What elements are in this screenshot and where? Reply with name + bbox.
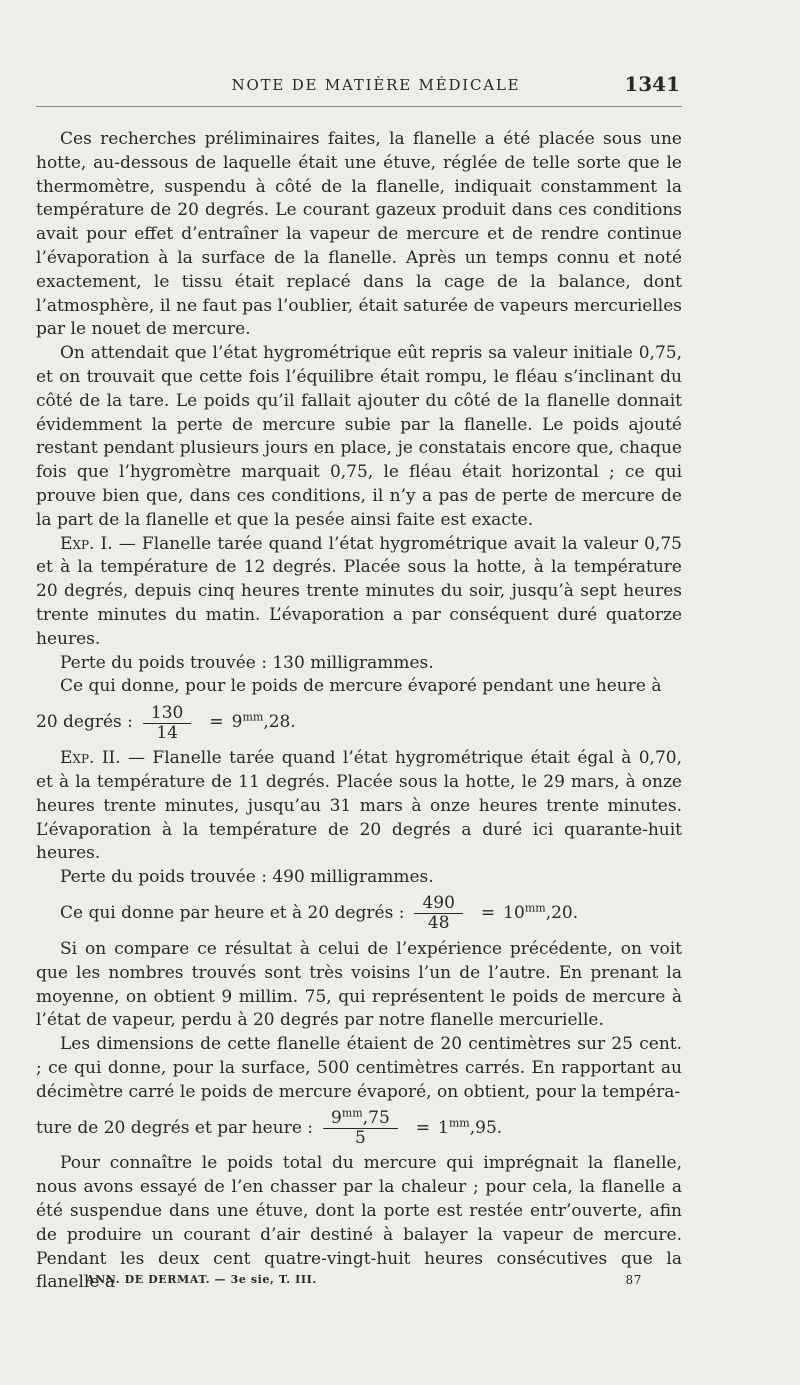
equation-1-result bbox=[232, 711, 296, 735]
equation-1-result-int: 9 bbox=[231, 712, 243, 733]
paragraph-procedure: Ces recherches préliminaires faites, la flanelle a été placée sous une hotte, au-dessous de laquelle était une étuve, réglée de telle sorte que le thermomètre, suspendu à côté de la flanelle, indiquait constamment la température de 20 degrés. Le courant gazeux produit dans ces conditions avait pour effet d’entraîner la vapeur de mercure et de rendre continue l’évaporation à la surface de la flanelle. Après un temps connu et noté exactement, le tissu était replacé dans la cage de la balance, dont l’atmosphère, il ne faut pas l’oublier, était saturée de vapeurs mercurielles par le nouet de mercure. bbox=[36, 129, 682, 340]
equation-1-result-unit: mm bbox=[242, 710, 264, 724]
equation-3-lead: ture de 20 degrés et par heure : bbox=[36, 1117, 314, 1138]
equation-3-result-unit: mm bbox=[448, 1115, 470, 1129]
equation-2-denominator: 48 bbox=[427, 913, 450, 934]
equation-1-equals: = bbox=[209, 712, 224, 733]
experiment-2-text: — Flanelle tarée quand l’état hygrométrique était égal à 0,70, et à la température de 11 degrés. Placée sous la hotte, le 29 mars, à onze heures trente minutes, jusqu’au 31 mars à onze heures trente minutes. L’évaporation à la température de 20 degrés a duré ici quarante-huit heures. bbox=[36, 748, 682, 864]
experiment-1-intro: Ce qui donne, pour le poids de mercure évaporé pendant une heure à bbox=[60, 676, 662, 697]
equation-2-fraction bbox=[414, 894, 462, 933]
equation-3 bbox=[36, 1104, 682, 1152]
equation-1-result-dec: ,28. bbox=[263, 712, 296, 733]
equation-1-lead: 20 degrés : bbox=[36, 712, 133, 733]
equation-3-numerator-dec: ,75 bbox=[362, 1107, 390, 1128]
experiment-1-text: — Flanelle tarée quand l’état hygrométrique avait la valeur 0,75 et à la température de 12 degrés. Placée sous la hotte, à la température 20 degrés, depuis cinq heures trente minutes du soir, jusqu’à sept heures trente minutes du matin. L’évaporation a par conséquent duré quatorze heures. bbox=[36, 533, 682, 649]
equation-1-numerator: 130 bbox=[143, 704, 191, 724]
experiment-1-label: Exp. I. bbox=[60, 533, 113, 554]
equation-3-numerator-int: 9 bbox=[331, 1107, 342, 1128]
page-number: 1341 bbox=[624, 72, 680, 96]
equation-2-numerator: 490 bbox=[414, 894, 462, 914]
equation-3-denominator: 5 bbox=[354, 1127, 366, 1148]
body-text bbox=[36, 128, 682, 1295]
equation-2-lead: Ce qui donne par heure et à 20 degrés : bbox=[60, 903, 405, 923]
paragraph-comparison: Si on compare ce résultat à celui de l’expérience précédente, on voit que les nombres trouvés sont très voisins l’un de l’autre. En prenant la moyenne, on obtient 9 millim. 75, qui représentent le poids de mercure à l’état de vapeur, perdu à 20 degrés par notre flanelle mercurielle. bbox=[36, 938, 682, 1031]
experiment-1-loss: Perte du poids trouvée : 130 milligrammes. bbox=[60, 652, 434, 673]
equation-2-result-int: 10 bbox=[503, 903, 525, 923]
signature-mark: 87 bbox=[625, 1273, 642, 1287]
paragraph-dimensions: Les dimensions de cette flanelle étaient de 20 centimètres sur 25 cent. ; ce qui donne, pour la surface, 500 centimètres carrés. En rapportant au décimètre carré le poids de mercure évaporé, on obtient, pour la tempéra- bbox=[36, 1034, 682, 1102]
equation-3-numerator-unit: mm bbox=[341, 1106, 363, 1120]
experiment-2-label: Exp. II. bbox=[60, 748, 121, 769]
equation-2 bbox=[36, 890, 682, 938]
journal-reference: ANN. DE DERMAT. — 3e sie, T. III. bbox=[86, 1273, 317, 1286]
page-header bbox=[36, 70, 682, 107]
page-footer bbox=[86, 1273, 642, 1293]
equation-1-denominator: 14 bbox=[156, 722, 178, 743]
equation-2-equals: = bbox=[480, 903, 496, 923]
experiment-2-loss: Perte du poids trouvée : 490 milligrammes. bbox=[60, 867, 434, 888]
equation-3-numerator bbox=[323, 1106, 398, 1129]
equation-1 bbox=[36, 699, 682, 747]
equation-3-result bbox=[438, 1117, 502, 1141]
equation-3-equals: = bbox=[415, 1117, 431, 1138]
equation-2-result-dec: ,20. bbox=[545, 903, 579, 923]
equation-3-fraction bbox=[323, 1106, 398, 1148]
paragraph-total-mercury: Pour connaître le poids total du mercure qui imprégnait la flanelle, nous avons essayé de l’en chasser par la chaleur ; pour cela, la flanelle a été suspendue dans une étuve, dont la porte est restée entr’ouverte, afin de produire un courant d’air destiné à balayer la vapeur de mercure. Pendant les deux cent quatre-vingt-huit heures consécutives que la flanelle a bbox=[36, 1153, 682, 1293]
equation-3-result-int: 1 bbox=[438, 1117, 449, 1138]
paragraph-experiment-2 bbox=[36, 747, 682, 866]
running-title: NOTE DE MATIÈRE MÉDICALE bbox=[231, 76, 521, 94]
paragraph-experiment-1 bbox=[36, 533, 682, 652]
equation-2-result-unit: mm bbox=[524, 901, 546, 915]
paragraph-hygrometry: On attendait que l’état hygrométrique eût repris sa valeur initiale 0,75, et on trouvait que cette fois l’équilibre était rompu, le fléau s’inclinant du côté de la tare. Le poids qu’il fallait ajouter du côté de la flanelle donnait évidemment la perte de mercure subie par la flanelle. Le poids ajouté restant pendant plusieurs jours en place, je constatais encore que, chaque fois que l’hygromètre marquait 0,75, le fléau était horizontal ; ce qui prouve bien que, dans ces conditions, il n’y a pas de perte de mercure de la part de la flanelle et que la pesée ainsi faite est exacte. bbox=[36, 343, 682, 530]
equation-2-result bbox=[503, 902, 578, 926]
equation-1-fraction bbox=[143, 704, 191, 743]
equation-3-result-dec: ,95. bbox=[469, 1117, 503, 1138]
